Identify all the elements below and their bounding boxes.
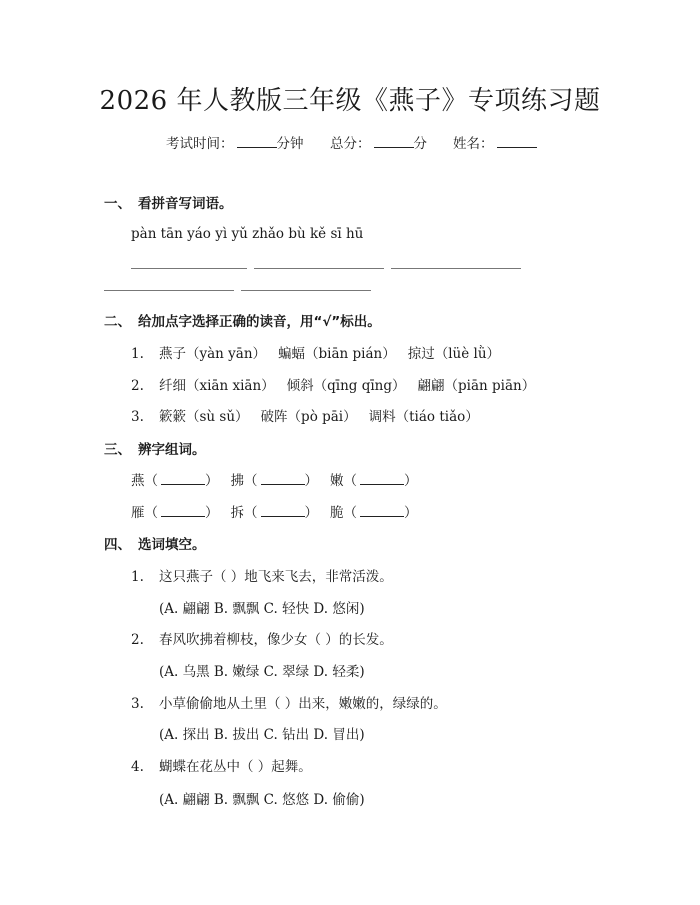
word-blank[interactable] <box>261 504 305 517</box>
question-number: 3. <box>131 696 144 712</box>
word-blank[interactable] <box>161 504 205 517</box>
choice[interactable]: 调料（tiáo tiǎo） <box>368 409 479 425</box>
pinyin-line: pàn tān yáo yì yǔ zhǎo bù kě sī hū <box>131 226 364 242</box>
exam-time <box>166 132 304 152</box>
writing-line[interactable] <box>391 268 521 269</box>
fill-question <box>131 565 393 585</box>
section-2-title: 给加点字选择正确的读音，用“√”标出。 <box>138 314 381 330</box>
section-1-heading <box>104 192 233 212</box>
char-group-row: 燕（ ） 拂（ ） 嫩（ ） <box>131 473 418 489</box>
char: 拆 <box>230 505 244 521</box>
answer-options: (A. 翩翩 B. 飘飘 C. 悠悠 D. 偷偷) <box>159 792 365 808</box>
char: 脆 <box>330 505 344 521</box>
section-4-number: 四、 <box>104 537 131 553</box>
item-number: 1. <box>131 346 144 362</box>
page-title: 2026 年人教版三年级《燕子》专项练习题 <box>99 86 601 116</box>
writing-line[interactable] <box>104 290 234 291</box>
choice[interactable]: 蝙蝠（biān pián） <box>278 346 396 362</box>
score-unit: 分 <box>413 136 427 152</box>
writing-line[interactable] <box>241 290 371 291</box>
item-number: 2. <box>131 378 144 394</box>
pronunciation-item <box>131 405 479 425</box>
choice[interactable]: 簌簌（sù sǔ） <box>159 409 249 425</box>
char: 拂 <box>230 473 244 489</box>
question-text: 这只燕子（ ）地飞来飞去，非常活泼。 <box>159 569 393 585</box>
writing-line[interactable] <box>254 268 384 269</box>
choice[interactable]: 掠过（lüè lǜ） <box>407 346 501 362</box>
writing-line[interactable] <box>131 268 247 269</box>
section-3-number: 三、 <box>104 442 131 458</box>
section-2-number: 二、 <box>104 314 131 330</box>
score-blank[interactable] <box>374 135 414 148</box>
name-label: 姓名： <box>453 136 494 152</box>
word-blank[interactable] <box>261 472 305 485</box>
question-text: 小草偷偷地从土里（ ）出来，嫩嫩的，绿绿的。 <box>159 696 447 712</box>
score-label: 总分： <box>330 136 371 152</box>
question-number: 2. <box>131 632 144 648</box>
section-3-title: 辨字组词。 <box>138 442 206 458</box>
total-score <box>330 132 427 152</box>
question-number: 1. <box>131 569 144 585</box>
choice[interactable]: 翩翩（piān piān） <box>417 378 536 394</box>
char: 嫩 <box>330 473 344 489</box>
char-group-row: 雁（ ） 拆（ ） 脆（ ） <box>131 505 418 521</box>
char: 雁 <box>131 505 145 521</box>
pronunciation-item <box>131 374 535 394</box>
time-label: 考试时间： <box>166 136 234 152</box>
choice[interactable]: 倾斜（qīng qīng） <box>286 378 406 394</box>
section-1-title: 看拼音写词语。 <box>138 196 233 212</box>
fill-question <box>131 628 393 648</box>
question-text: 蝴蝶在花丛中（ ）起舞。 <box>159 759 312 775</box>
word-blank[interactable] <box>360 504 404 517</box>
choice[interactable]: 燕子（yàn yān） <box>159 346 267 362</box>
choice[interactable]: 破阵（pò pāi） <box>260 409 357 425</box>
choice[interactable]: 纤细（xiān xiān） <box>159 378 275 394</box>
char: 燕 <box>131 473 145 489</box>
time-blank[interactable] <box>237 135 277 148</box>
time-unit: 分钟 <box>276 136 304 152</box>
name-blank[interactable] <box>497 135 537 148</box>
section-1-number: 一、 <box>104 196 131 212</box>
pronunciation-item <box>131 342 500 362</box>
answer-options: (A. 乌黑 B. 嫩绿 C. 翠绿 D. 轻柔) <box>159 664 365 680</box>
section-4-title: 选词填空。 <box>138 537 206 553</box>
answer-options: (A. 翩翩 B. 飘飘 C. 轻快 D. 悠闲) <box>159 601 365 617</box>
word-blank[interactable] <box>161 472 205 485</box>
section-2-heading <box>104 310 381 330</box>
answer-options: (A. 探出 B. 拔出 C. 钻出 D. 冒出) <box>159 727 365 743</box>
student-name <box>453 132 537 152</box>
fill-question <box>131 692 447 712</box>
question-text: 春风吹拂着柳枝，像少女（ ）的长发。 <box>159 632 393 648</box>
item-number: 3. <box>131 409 144 425</box>
fill-question <box>131 755 312 775</box>
section-4-heading <box>104 533 206 553</box>
section-3-heading <box>104 438 206 458</box>
word-blank[interactable] <box>360 472 404 485</box>
question-number: 4. <box>131 759 144 775</box>
